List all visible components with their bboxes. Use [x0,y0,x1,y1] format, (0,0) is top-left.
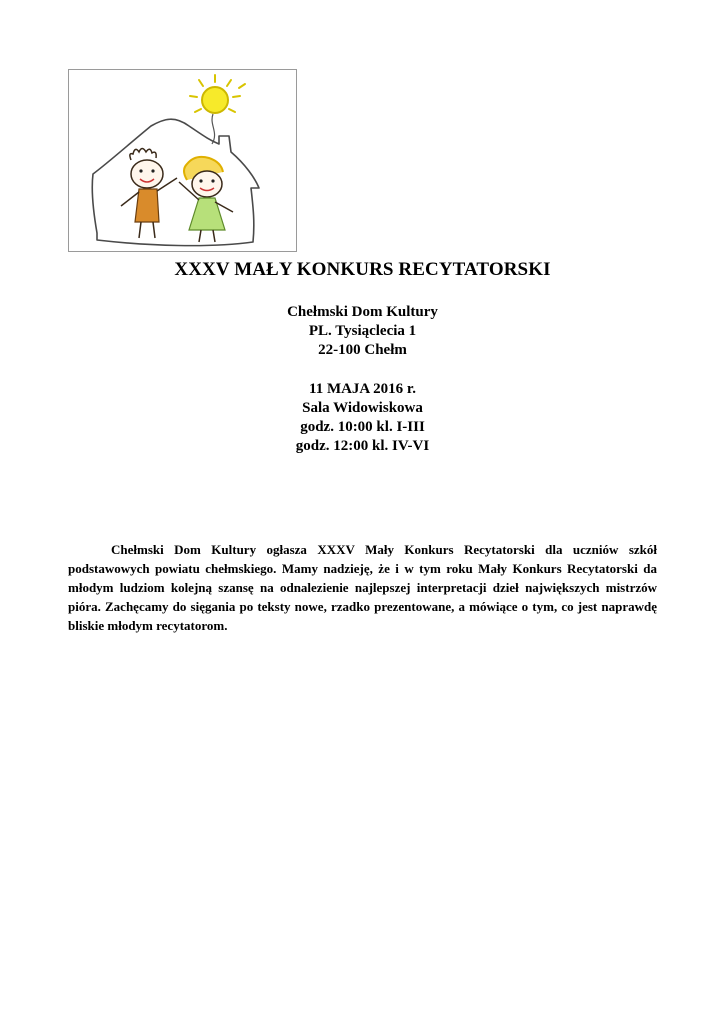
announcement-paragraph: Chełmski Dom Kultury ogłasza XXXV Mały Konkurs Recytatorski dla uczniów szkół podstawowych powiatu chełmskiego. Mamy nadzieję, że i w tym roku Mały Konkurs Recytatorski da młodym ludziom kolejną szansę na odnalezienie najlepszej interpretacji dzieł największych mistrzów pióra. Zachęcamy do sięgania po teksty nowe, rzadko prezentowane, a mówiące o tym, co jest naprawdę bliskie młodym recytatorom. [68,542,657,633]
boy-figure-icon [121,149,177,239]
girl-figure-icon [179,157,233,242]
session-time-2: godz. 12:00 kl. IV-VI [295,438,430,454]
children-house-sun-drawing-icon [69,70,296,251]
session-time-1: godz. 10:00 kl. I-III [300,419,425,435]
event-venue: Sala Widowiskowa [302,400,423,416]
event-details [0,380,725,456]
sun-icon [190,75,245,113]
venue-name: Chełmski Dom Kultury [287,304,438,320]
logo-image [68,69,297,252]
page-title: XXXV MAŁY KONKURS RECYTATORSKI [174,259,551,280]
address-block [0,303,725,360]
street-address: PL. Tysiąclecia 1 [308,323,417,339]
city-postal: 22-100 Chełm [318,342,407,358]
event-date: 11 MAJA 2016 r. [309,381,416,397]
